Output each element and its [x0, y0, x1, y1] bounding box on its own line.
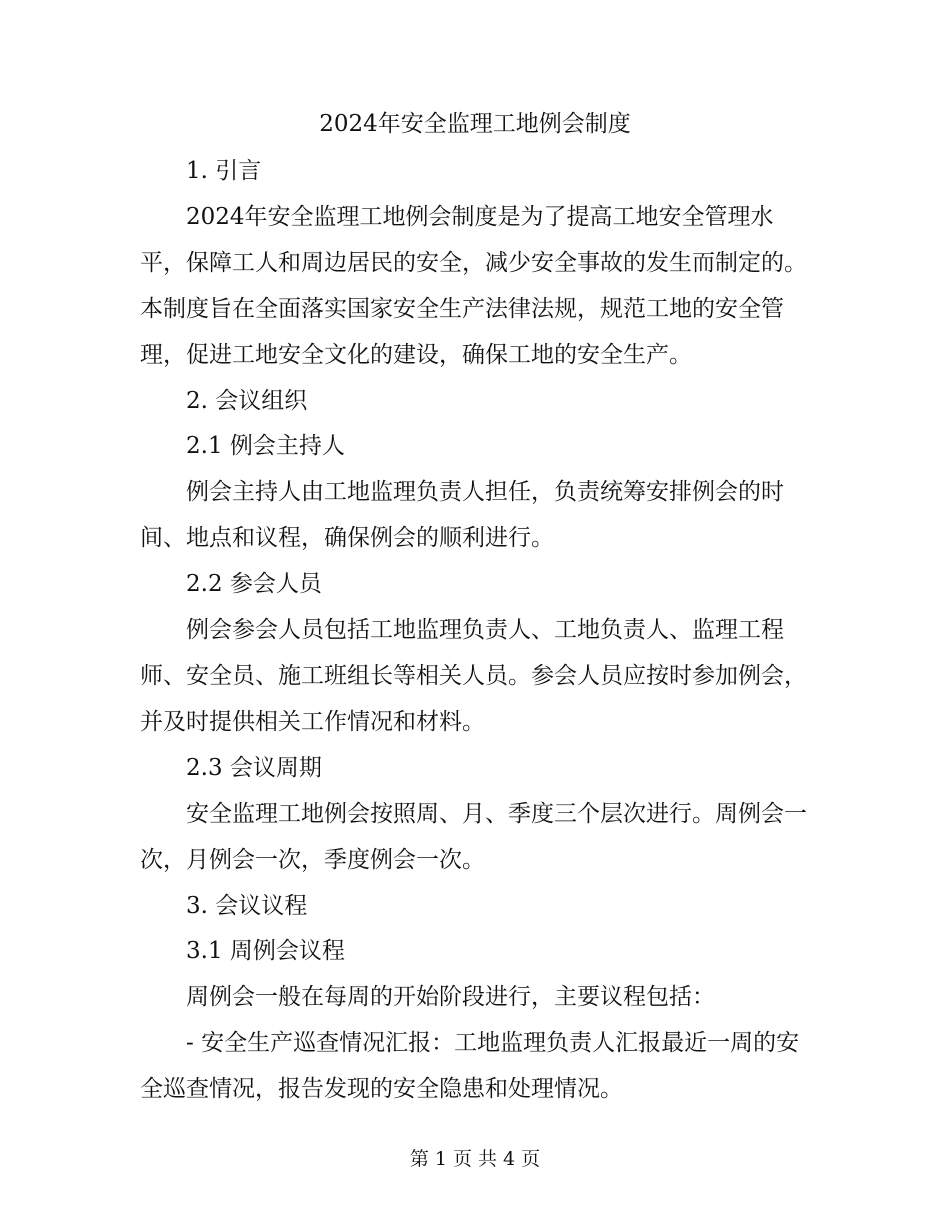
- section-heading-agenda: 3. 会议议程: [186, 892, 308, 919]
- paragraph-cycle: 安全监理工地例会按照周、月、季度三个层次进行。周例会一次，月例会一次，季度例会一次。: [140, 800, 807, 873]
- document-title: 2024年安全监理工地例会制度: [319, 111, 631, 137]
- list-item-safety-inspection-report: - 安全生产巡查情况汇报：工地监理负责人汇报最近一周的安全巡查情况，报告发现的安全隐患和处理情况。: [140, 1030, 800, 1103]
- subsection-heading-host: 2.1 例会主持人: [186, 433, 345, 460]
- subsection-heading-attendees: 2.2 参会人员: [186, 571, 322, 598]
- section-heading-intro: 1. 引言: [186, 158, 262, 184]
- section-heading-meeting-organization: 2. 会议组织: [186, 387, 308, 414]
- subsection-heading-cycle: 2.3 会议周期: [186, 754, 322, 781]
- paragraph-host: 例会主持人由工地监理负责人担任，负责统筹安排例会的时间、地点和议程，确保例会的顺利进行。: [140, 479, 784, 552]
- paragraph-intro: 2024年安全监理工地例会制度是为了提高工地安全管理水平，保障工人和周边居民的安全，减少安全事故的发生而制定的。本制度旨在全面落实国家安全生产法律法规，规范工地的安全管理，促进工地安全文化的建设，确保工地的安全生产。: [140, 203, 807, 368]
- document-body: [140, 149, 810, 1113]
- page-footer: 第 1 页 共 4 页: [409, 1148, 541, 1170]
- paragraph-weekly-agenda-intro: 周例会一般在每周的开始阶段进行，主要议程包括：: [186, 984, 715, 1011]
- subsection-heading-weekly-agenda: 3.1 周例会议程: [186, 938, 345, 965]
- paragraph-attendees: 例会参会人员包括工地监理负责人、工地负责人、监理工程师、安全员、施工班组长等相关人员。参会人员应按时参加例会，并及时提供相关工作情况和材料。: [140, 617, 807, 735]
